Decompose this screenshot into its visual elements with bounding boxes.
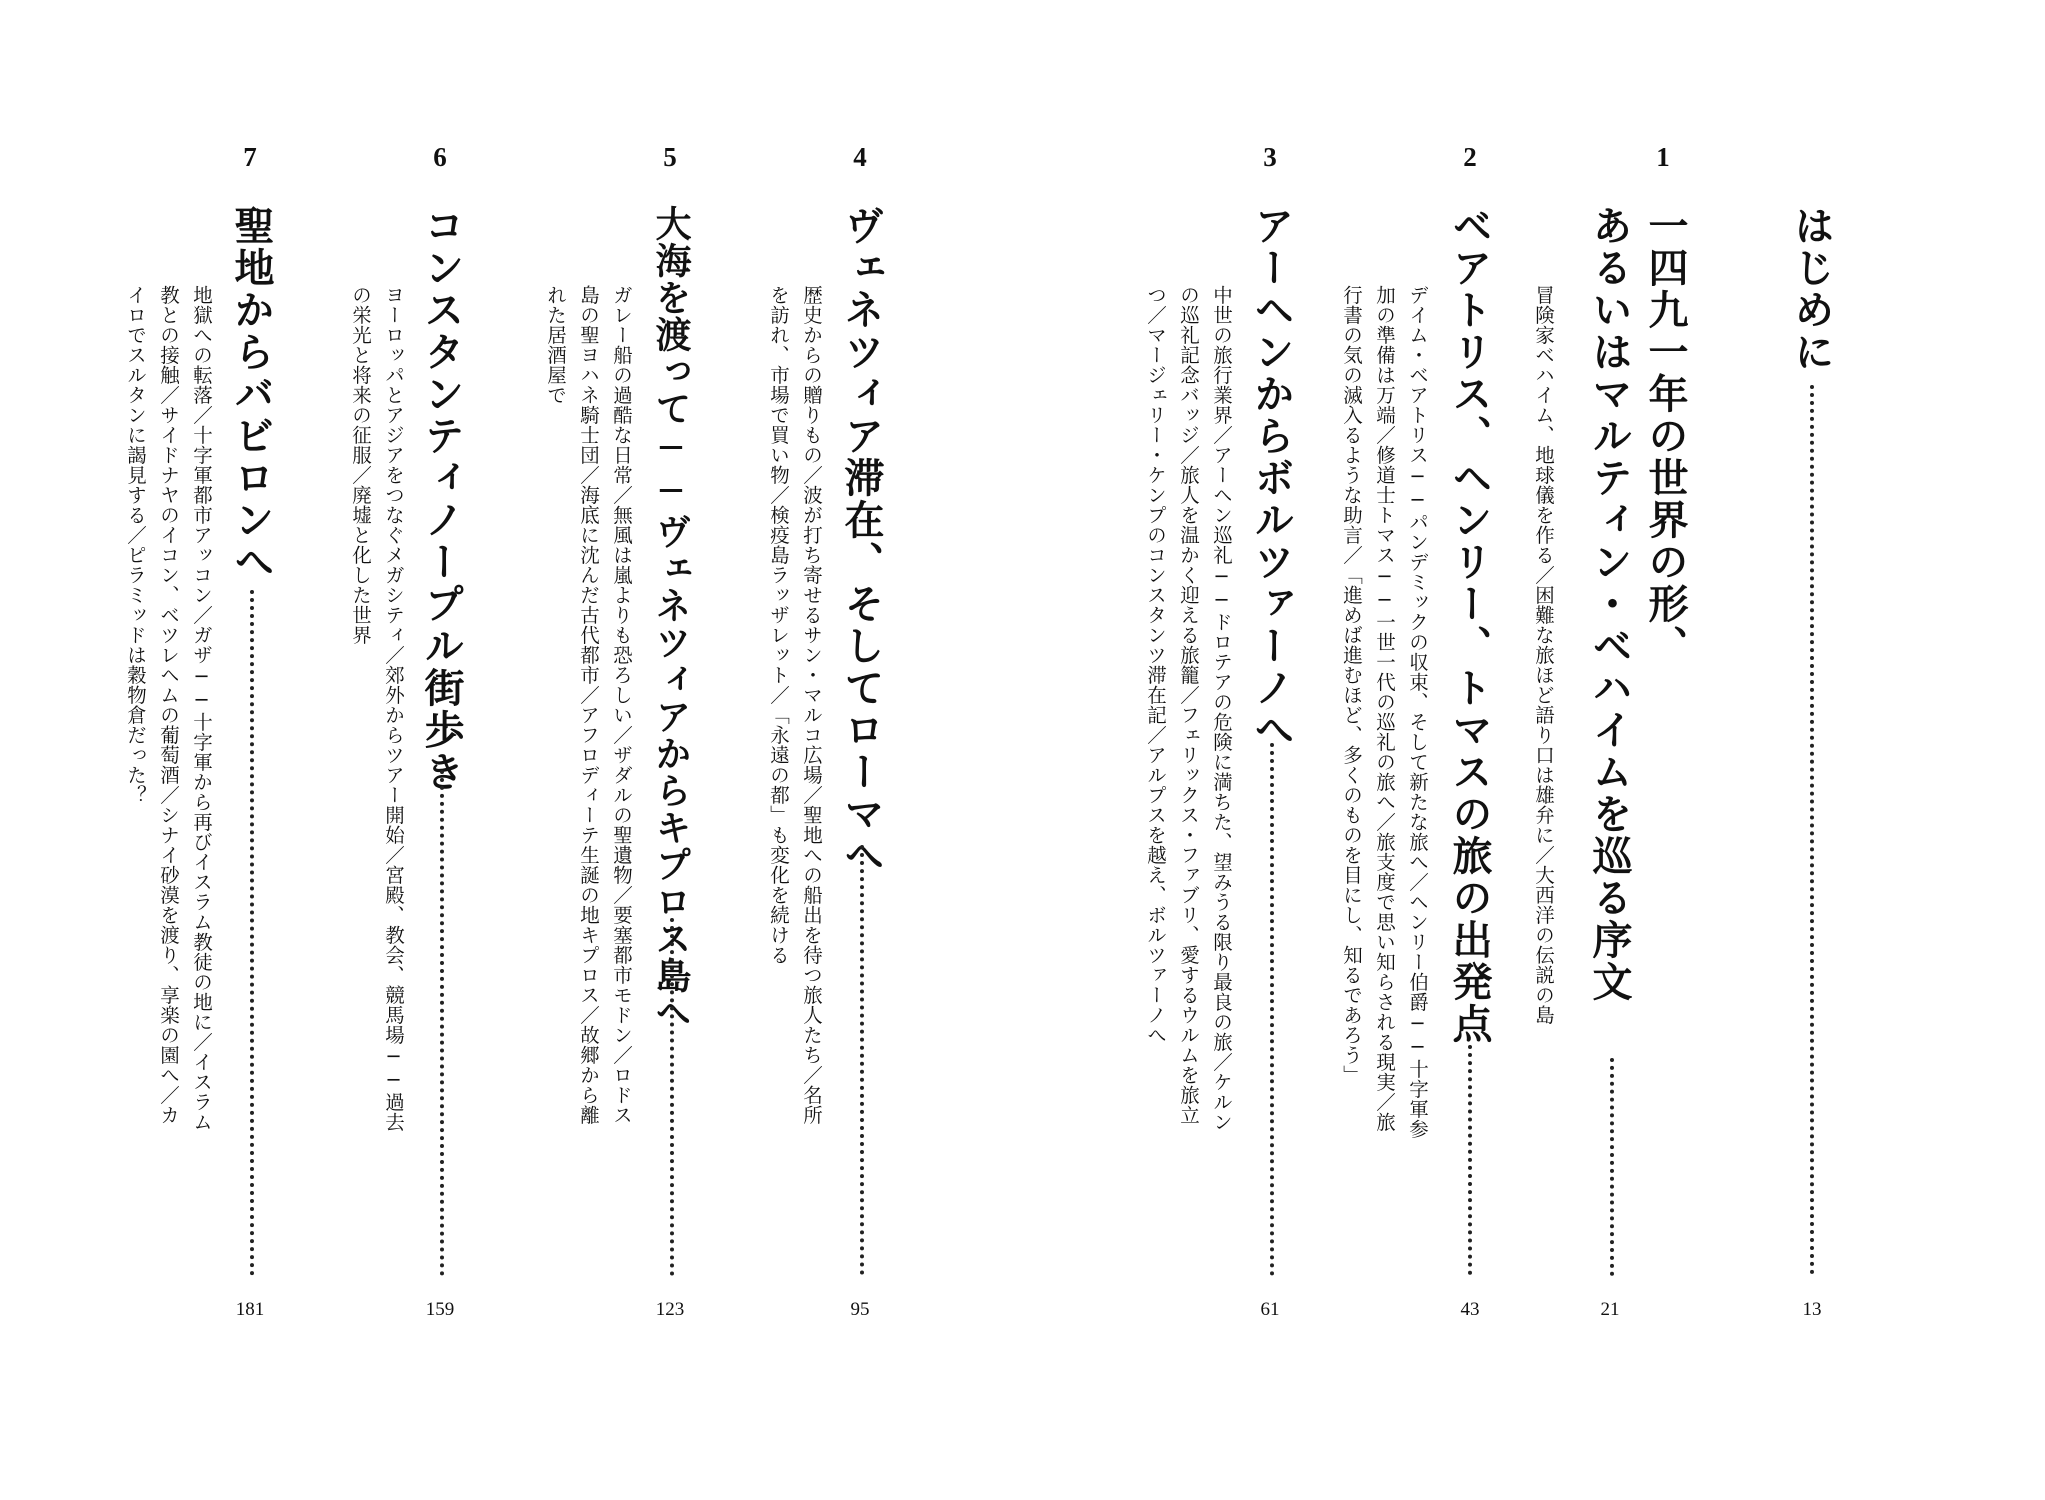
chapter-description-line: 加の準備は万端／修道士トマス──一世一代の巡礼の旅へ／旅支度で思い知らされる現実／旅 (1373, 285, 1396, 1132)
intro-title: はじめに (1788, 205, 1835, 373)
chapter-number: 7 (243, 142, 257, 172)
chapter-number: 1 (1656, 142, 1670, 172)
chapter-description-line: ヨーロッパとアジアをつなぐメガシティ／郊外からツアー開始／宮殿、教会、競馬場──過去 (382, 285, 405, 1132)
chapter-title-line-1: アーヘンからボルツァーノへ (1248, 205, 1295, 751)
chapter-description-line: 行書の気の滅入るような助言／「進めば進むほど、多くのものを目にし、知るであろう」 (1340, 285, 1363, 1085)
chapter-number: 5 (663, 142, 677, 172)
page-number: 43 (1460, 1299, 1480, 1320)
dot-leader (860, 845, 864, 1275)
chapter-description-line: つ／マージェリー・ケンプのコンスタンツ滞在記／アルプスを越え、ボルツァーノへ (1144, 285, 1167, 1045)
chapter-description-line: 中世の旅行業界／アーヘン巡礼──ドロテアの危険に満ちた、望みうる限り最良の旅／ケルン (1210, 285, 1233, 1132)
chapter-description-line: イロでスルタンに謁見する／ピラミッドは穀物倉だった？ (124, 285, 147, 805)
dot-leader (250, 590, 254, 1276)
page-number: 21 (1600, 1299, 1620, 1320)
chapter-number: 3 (1263, 142, 1277, 172)
page-number: 123 (655, 1299, 685, 1320)
chapter-number: 2 (1463, 142, 1477, 172)
chapter-title-line-1: コンスタンティノープル街歩き (418, 205, 465, 793)
chapter-description-line: 島の聖ヨハネ騎士団／海底に沈んだ古代都市／アフロディーテ生誕の地キプロス／故郷から離 (577, 285, 600, 1125)
chapter-description-line: の栄光と将来の征服／廃墟と化した世界 (349, 285, 372, 645)
page-number: 181 (235, 1299, 265, 1320)
page-number: 13 (1802, 1299, 1822, 1320)
dot-leader (1270, 743, 1274, 1276)
dot-leader (1468, 1045, 1472, 1275)
chapter-description-line: 教との接触／サイドナヤのイコン、ベツレヘムの葡萄酒／シナイ砂漠を渡り、享楽の園へ／カ (157, 285, 180, 1125)
page-number: 95 (850, 1299, 870, 1320)
chapter-number: 6 (433, 142, 447, 172)
chapter-description-line: れた居酒屋で (544, 285, 567, 405)
dot-leader (670, 918, 674, 1276)
dot-leader (1810, 385, 1814, 1275)
chapter-title-line-1: 聖地からバビロンへ (228, 205, 275, 583)
chapter-title-line-1: ヴェネツィア滞在、そしてローマへ (838, 205, 885, 877)
chapter-title-line-1: ベアトリス、ヘンリー、トマスの旅の出発点 (1446, 205, 1493, 1045)
page-number: 159 (425, 1299, 455, 1320)
dot-leader (440, 770, 444, 1276)
chapter-description-line: 歴史からの贈りもの／波が打ち寄せるサン・マルコ広場／聖地への船出を待つ旅人たち／名所 (800, 285, 823, 1125)
chapter-title-line-1: 一四九一年の世界の形、 (1642, 205, 1689, 667)
chapter-description-line: ガレー船の過酷な日常／無風は嵐よりも恐ろしい／ザダルの聖遺物／要塞都市モドン／ロドス (610, 285, 633, 1125)
chapter-description-line: 地獄への転落／十字軍都市アッコン／ガザ──十字軍から再びイスラム教徒の地に／イスラム (190, 285, 213, 1132)
chapter-title-line-2: あるいはマルティン・ベハイムを巡る序文 (1586, 205, 1633, 1003)
chapter-description-line: の巡礼記念バッジ／旅人を温かく迎える旅籠／フェリックス・ファブリ、愛するウルムを旅立 (1177, 285, 1200, 1125)
chapter-title-line-1: 大海を渡って──ヴェネツィアからキプロス島へ (650, 205, 692, 1031)
chapter-number: 4 (853, 142, 867, 172)
chapter-description-line: を訪れ、市場で買い物／検疫島ラッザレット／「永遠の都」も変化を続ける (767, 285, 790, 965)
chapter-description-line: 冒険家ベハイム、地球儀を作る／困難な旅ほど語り口は雄弁に／大西洋の伝説の島 (1532, 285, 1555, 1025)
page-number: 61 (1260, 1299, 1280, 1320)
chapter-description-line: デイム・ベアトリス──パンデミックの収束、そして新たな旅へ／ヘンリー伯爵──十字軍参 (1406, 285, 1429, 1139)
dot-leader (1610, 1058, 1614, 1276)
